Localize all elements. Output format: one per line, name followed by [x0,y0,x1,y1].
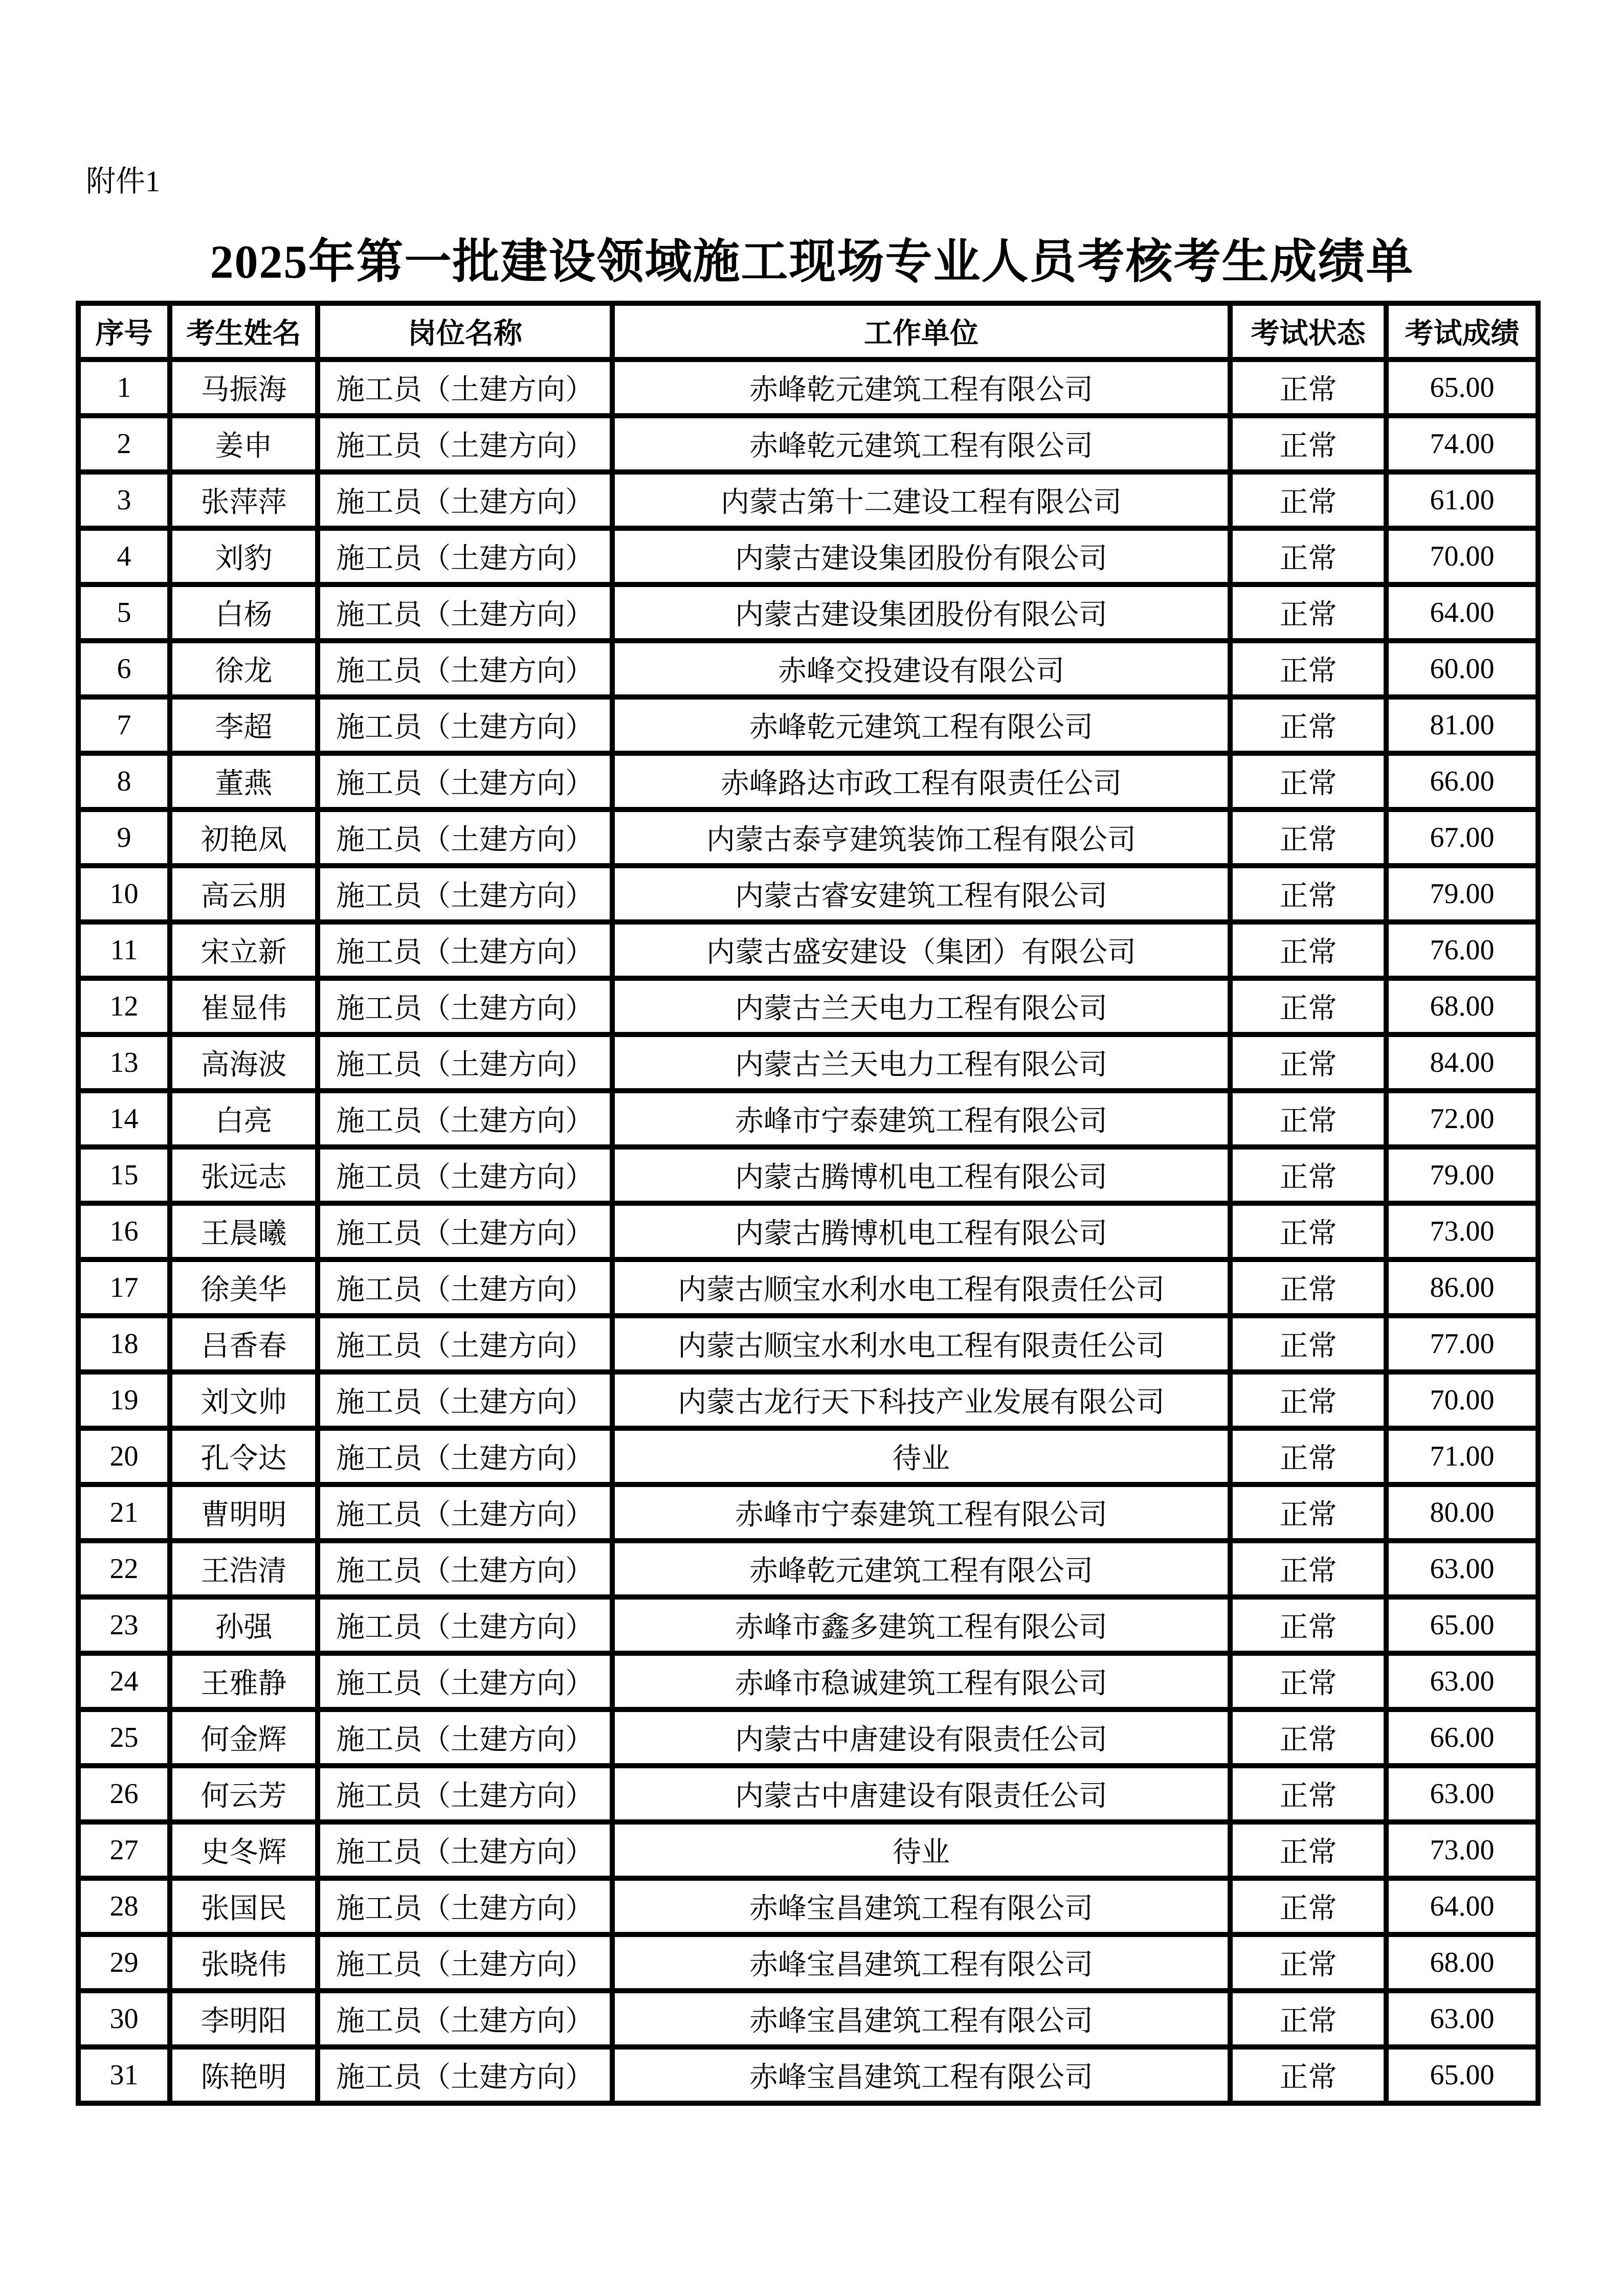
table-row [78,584,1538,641]
page-title: 2025年第一批建设领域施工现场专业人员考核考生成绩单 [210,236,1414,288]
cell-status: 正常 [1230,978,1386,1034]
cell-company: 赤峰市宁泰建筑工程有限公司 [612,1091,1230,1147]
cell-company: 内蒙古中唐建设有限责任公司 [612,1709,1230,1766]
cell-status: 正常 [1230,2047,1386,2103]
cell-company: 内蒙古盛安建设（集团）有限公司 [612,922,1230,978]
cell-name: 曹明明 [170,1484,318,1541]
cell-position: 施工员（土建方向） [318,1653,612,1709]
cell-position: 施工员（土建方向） [318,1991,612,2047]
cell-company: 内蒙古顺宝水利水电工程有限责任公司 [612,1316,1230,1372]
cell-name: 孔令达 [170,1428,318,1484]
cell-position: 施工员（土建方向） [318,697,612,753]
cell-position: 施工员（土建方向） [318,528,612,584]
cell-position: 施工员（土建方向） [318,472,612,528]
cell-name: 宋立新 [170,922,318,978]
cell-position: 施工员（土建方向） [318,1766,612,1822]
table-row [78,753,1538,809]
column-header-seq: 序号 [78,303,170,359]
cell-company: 内蒙古睿安建筑工程有限公司 [612,866,1230,922]
cell-position: 施工员（土建方向） [318,809,612,866]
cell-seq: 14 [78,1091,170,1147]
cell-name: 李明阳 [170,1991,318,2047]
cell-position: 施工员（土建方向） [318,753,612,809]
cell-seq: 3 [78,472,170,528]
table-row [78,1597,1538,1653]
cell-position: 施工员（土建方向） [318,1316,612,1372]
cell-seq: 15 [78,1147,170,1203]
cell-name: 高海波 [170,1034,318,1091]
cell-score: 68.00 [1386,978,1538,1034]
table-row [78,1034,1538,1091]
cell-name: 徐龙 [170,641,318,697]
cell-company: 赤峰宝昌建筑工程有限公司 [612,1878,1230,1934]
cell-score: 71.00 [1386,1428,1538,1484]
table-row [78,1991,1538,2047]
table-row [78,809,1538,866]
cell-score: 60.00 [1386,641,1538,697]
cell-seq: 27 [78,1822,170,1878]
cell-name: 徐美华 [170,1259,318,1316]
cell-status: 正常 [1230,1034,1386,1091]
table-row [78,1259,1538,1316]
cell-status: 正常 [1230,472,1386,528]
cell-name: 马振海 [170,359,318,416]
cell-name: 张晓伟 [170,1934,318,1991]
cell-status: 正常 [1230,753,1386,809]
cell-company: 内蒙古腾博机电工程有限公司 [612,1203,1230,1259]
cell-score: 79.00 [1386,866,1538,922]
table-row [78,416,1538,472]
cell-position: 施工员（土建方向） [318,1541,612,1597]
cell-status: 正常 [1230,1372,1386,1428]
cell-company: 赤峰市宁泰建筑工程有限公司 [612,1484,1230,1541]
cell-seq: 30 [78,1991,170,2047]
cell-position: 施工员（土建方向） [318,1091,612,1147]
column-header-status: 考试状态 [1230,303,1386,359]
cell-status: 正常 [1230,1597,1386,1653]
cell-score: 84.00 [1386,1034,1538,1091]
cell-score: 81.00 [1386,697,1538,753]
cell-company: 赤峰宝昌建筑工程有限公司 [612,1991,1230,2047]
cell-seq: 17 [78,1259,170,1316]
cell-seq: 16 [78,1203,170,1259]
cell-score: 65.00 [1386,1597,1538,1653]
cell-score: 73.00 [1386,1203,1538,1259]
cell-position: 施工员（土建方向） [318,1484,612,1541]
cell-seq: 23 [78,1597,170,1653]
cell-name: 史冬辉 [170,1822,318,1878]
cell-score: 66.00 [1386,753,1538,809]
cell-name: 初艳凤 [170,809,318,866]
cell-score: 76.00 [1386,922,1538,978]
cell-score: 70.00 [1386,528,1538,584]
table-row [78,1766,1538,1822]
cell-position: 施工员（土建方向） [318,1372,612,1428]
table-row [78,1372,1538,1428]
cell-position: 施工员（土建方向） [318,1709,612,1766]
table-row [78,1878,1538,1934]
cell-score: 79.00 [1386,1147,1538,1203]
cell-status: 正常 [1230,1709,1386,1766]
cell-score: 65.00 [1386,2047,1538,2103]
cell-status: 正常 [1230,1428,1386,1484]
table-row [78,922,1538,978]
table-row [78,697,1538,753]
cell-score: 74.00 [1386,416,1538,472]
cell-score: 63.00 [1386,1653,1538,1709]
cell-status: 正常 [1230,1653,1386,1709]
cell-name: 姜申 [170,416,318,472]
cell-status: 正常 [1230,1766,1386,1822]
cell-company: 赤峰乾元建筑工程有限公司 [612,416,1230,472]
cell-name: 何金辉 [170,1709,318,1766]
cell-company: 赤峰交投建设有限公司 [612,641,1230,697]
cell-company: 内蒙古兰天电力工程有限公司 [612,978,1230,1034]
cell-seq: 28 [78,1878,170,1934]
cell-position: 施工员（土建方向） [318,1259,612,1316]
cell-seq: 8 [78,753,170,809]
cell-score: 63.00 [1386,1766,1538,1822]
cell-company: 内蒙古建设集团股份有限公司 [612,528,1230,584]
cell-company: 内蒙古建设集团股份有限公司 [612,584,1230,641]
cell-name: 张萍萍 [170,472,318,528]
cell-position: 施工员（土建方向） [318,641,612,697]
cell-seq: 19 [78,1372,170,1428]
table-row [78,641,1538,697]
cell-score: 66.00 [1386,1709,1538,1766]
cell-name: 崔显伟 [170,978,318,1034]
cell-company: 待业 [612,1428,1230,1484]
cell-name: 李超 [170,697,318,753]
cell-seq: 29 [78,1934,170,1991]
cell-status: 正常 [1230,1541,1386,1597]
cell-name: 王浩清 [170,1541,318,1597]
cell-company: 内蒙古中唐建设有限责任公司 [612,1766,1230,1822]
cell-position: 施工员（土建方向） [318,1203,612,1259]
cell-status: 正常 [1230,922,1386,978]
cell-position: 施工员（土建方向） [318,922,612,978]
cell-position: 施工员（土建方向） [318,2047,612,2103]
cell-status: 正常 [1230,1091,1386,1147]
cell-seq: 11 [78,922,170,978]
table-row [78,1147,1538,1203]
column-header-position: 岗位名称 [318,303,612,359]
cell-status: 正常 [1230,1822,1386,1878]
table-row [78,1091,1538,1147]
table-row [78,472,1538,528]
cell-company: 赤峰路达市政工程有限责任公司 [612,753,1230,809]
cell-seq: 12 [78,978,170,1034]
cell-status: 正常 [1230,1147,1386,1203]
cell-seq: 13 [78,1034,170,1091]
cell-status: 正常 [1230,1484,1386,1541]
cell-status: 正常 [1230,1203,1386,1259]
cell-score: 80.00 [1386,1484,1538,1541]
cell-position: 施工员（土建方向） [318,866,612,922]
cell-name: 陈艳明 [170,2047,318,2103]
cell-status: 正常 [1230,697,1386,753]
column-header-company: 工作单位 [612,303,1230,359]
cell-seq: 24 [78,1653,170,1709]
cell-score: 67.00 [1386,809,1538,866]
cell-seq: 20 [78,1428,170,1484]
column-header-score: 考试成绩 [1386,303,1538,359]
cell-name: 刘文帅 [170,1372,318,1428]
cell-company: 内蒙古泰亨建筑装饰工程有限公司 [612,809,1230,866]
cell-position: 施工员（土建方向） [318,359,612,416]
cell-score: 68.00 [1386,1934,1538,1991]
cell-position: 施工员（土建方向） [318,416,612,472]
cell-company: 赤峰宝昌建筑工程有限公司 [612,2047,1230,2103]
cell-name: 张远志 [170,1147,318,1203]
cell-position: 施工员（土建方向） [318,1822,612,1878]
cell-name: 刘豹 [170,528,318,584]
cell-company: 内蒙古龙行天下科技产业发展有限公司 [612,1372,1230,1428]
cell-company: 赤峰市稳诚建筑工程有限公司 [612,1653,1230,1709]
cell-position: 施工员（土建方向） [318,1934,612,1991]
cell-seq: 26 [78,1766,170,1822]
cell-company: 赤峰乾元建筑工程有限公司 [612,359,1230,416]
cell-seq: 2 [78,416,170,472]
results-table [76,301,1541,2106]
cell-score: 77.00 [1386,1316,1538,1372]
cell-company: 赤峰市鑫多建筑工程有限公司 [612,1597,1230,1653]
cell-status: 正常 [1230,359,1386,416]
cell-position: 施工员（土建方向） [318,1147,612,1203]
cell-seq: 10 [78,866,170,922]
cell-seq: 1 [78,359,170,416]
column-header-name: 考生姓名 [170,303,318,359]
cell-company: 赤峰宝昌建筑工程有限公司 [612,1934,1230,1991]
cell-seq: 25 [78,1709,170,1766]
cell-company: 内蒙古第十二建设工程有限公司 [612,472,1230,528]
table-row [78,1203,1538,1259]
cell-name: 王晨曦 [170,1203,318,1259]
cell-score: 70.00 [1386,1372,1538,1428]
table-row [78,1709,1538,1766]
cell-company: 内蒙古腾博机电工程有限公司 [612,1147,1230,1203]
cell-name: 白杨 [170,584,318,641]
cell-status: 正常 [1230,866,1386,922]
cell-score: 73.00 [1386,1822,1538,1878]
cell-seq: 4 [78,528,170,584]
cell-score: 61.00 [1386,472,1538,528]
cell-score: 72.00 [1386,1091,1538,1147]
cell-status: 正常 [1230,641,1386,697]
cell-position: 施工员（土建方向） [318,1597,612,1653]
cell-status: 正常 [1230,416,1386,472]
table-header-row [78,303,1538,359]
cell-name: 何云芳 [170,1766,318,1822]
cell-score: 65.00 [1386,359,1538,416]
cell-score: 64.00 [1386,1878,1538,1934]
cell-score: 63.00 [1386,1541,1538,1597]
table-row [78,1428,1538,1484]
cell-company: 赤峰乾元建筑工程有限公司 [612,1541,1230,1597]
cell-seq: 7 [78,697,170,753]
cell-seq: 22 [78,1541,170,1597]
cell-seq: 9 [78,809,170,866]
cell-status: 正常 [1230,1259,1386,1316]
cell-status: 正常 [1230,528,1386,584]
table-row [78,978,1538,1034]
cell-seq: 5 [78,584,170,641]
cell-seq: 6 [78,641,170,697]
cell-company: 内蒙古顺宝水利水电工程有限责任公司 [612,1259,1230,1316]
cell-seq: 18 [78,1316,170,1372]
table-row [78,1316,1538,1372]
table-row [78,359,1538,416]
cell-name: 白亮 [170,1091,318,1147]
cell-company: 内蒙古兰天电力工程有限公司 [612,1034,1230,1091]
cell-position: 施工员（土建方向） [318,1428,612,1484]
cell-name: 董燕 [170,753,318,809]
table-row [78,1934,1538,1991]
cell-name: 吕香春 [170,1316,318,1372]
cell-status: 正常 [1230,1991,1386,2047]
cell-position: 施工员（土建方向） [318,1034,612,1091]
table-row [78,528,1538,584]
cell-name: 王雅静 [170,1653,318,1709]
cell-name: 高云朋 [170,866,318,922]
cell-status: 正常 [1230,1878,1386,1934]
table-row [78,866,1538,922]
cell-score: 64.00 [1386,584,1538,641]
cell-status: 正常 [1230,1934,1386,1991]
cell-company: 赤峰乾元建筑工程有限公司 [612,697,1230,753]
attachment-label: 附件1 [86,165,161,198]
cell-status: 正常 [1230,1316,1386,1372]
cell-score: 63.00 [1386,1991,1538,2047]
cell-seq: 21 [78,1484,170,1541]
cell-position: 施工员（土建方向） [318,584,612,641]
cell-name: 张国民 [170,1878,318,1934]
cell-position: 施工员（土建方向） [318,978,612,1034]
cell-position: 施工员（土建方向） [318,1878,612,1934]
table-row [78,1822,1538,1878]
table-row [78,1484,1538,1541]
table-row [78,2047,1538,2103]
table-row [78,1541,1538,1597]
table-row [78,1653,1538,1709]
cell-company: 待业 [612,1822,1230,1878]
cell-seq: 31 [78,2047,170,2103]
cell-score: 86.00 [1386,1259,1538,1316]
cell-name: 孙强 [170,1597,318,1653]
cell-status: 正常 [1230,809,1386,866]
cell-status: 正常 [1230,584,1386,641]
